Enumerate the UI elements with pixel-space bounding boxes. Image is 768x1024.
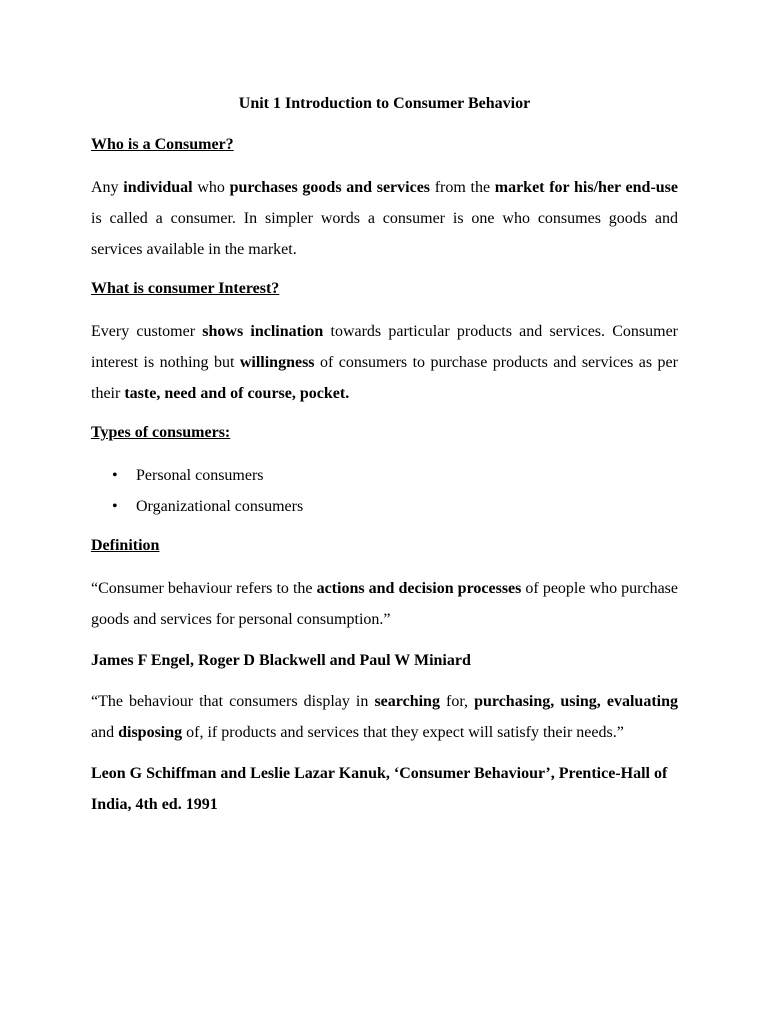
text-run: from the <box>430 179 495 196</box>
text-run: “Consumer behaviour refers to the <box>91 580 317 597</box>
list-item <box>91 460 678 491</box>
list-item-label: Personal consumers <box>136 467 264 484</box>
bold-text: taste, need and of course, pocket. <box>124 385 350 402</box>
text-run: of consumers to purchase products and services as per their <box>91 354 678 402</box>
quote-schiffman <box>91 686 678 748</box>
heading-types-of-consumers: Types of consumers: <box>91 424 231 441</box>
bold-text: purchases goods and services <box>229 179 431 196</box>
bold-text: purchasing, using, evaluating <box>474 693 678 710</box>
list-item-label: Organizational consumers <box>136 498 304 515</box>
bold-text: searching <box>374 693 440 710</box>
text-run: Every customer <box>91 323 203 340</box>
heading-definition: Definition <box>91 537 160 554</box>
bold-text: individual <box>123 179 193 196</box>
quote-engel <box>91 573 678 635</box>
attribution-engel: James F Engel, Roger D Blackwell and Paul W Miniard <box>91 652 471 669</box>
attribution-schiffman: Leon G Schiffman and Leslie Lazar Kanuk, ‘Consumer Behaviour’, Prentice-Hall of India, 4th ed. 1991 <box>91 765 668 813</box>
list-item <box>91 491 678 522</box>
text-run: of people who purchase goods and services for personal consumption.” <box>91 580 679 628</box>
text-run: “The behaviour that consumers display in <box>91 693 375 710</box>
paragraph-consumer-definition <box>91 172 678 265</box>
paragraph-consumer-interest <box>91 316 678 409</box>
heading-who-is-consumer: Who is a Consumer? <box>91 136 234 153</box>
text-run: for, <box>439 693 475 710</box>
bold-text: disposing <box>118 724 183 741</box>
text-run: towards particular products and services. Consumer interest is nothing but <box>91 323 678 371</box>
bullet-icon: • <box>112 498 118 515</box>
bullet-icon: • <box>112 467 118 484</box>
heading-consumer-interest: What is consumer Interest? <box>91 280 280 297</box>
bold-text: market for his/her end-use <box>494 179 678 196</box>
document-title: Unit 1 Introduction to Consumer Behavior <box>238 95 531 112</box>
text-run: of, if products and services that they expect will satisfy their needs.” <box>182 724 624 741</box>
bold-text: willingness <box>239 354 315 371</box>
text-run: and <box>91 724 119 741</box>
bold-text: shows inclination <box>202 323 324 340</box>
text-run: who <box>192 179 230 196</box>
text-run: Any <box>91 179 124 196</box>
document-body <box>91 90 678 830</box>
text-run: is called a consumer. In simpler words a consumer is one who consumes goods and services available in the market. <box>91 210 678 258</box>
consumer-types-list <box>91 460 678 522</box>
bold-text: actions and decision processes <box>316 580 522 597</box>
